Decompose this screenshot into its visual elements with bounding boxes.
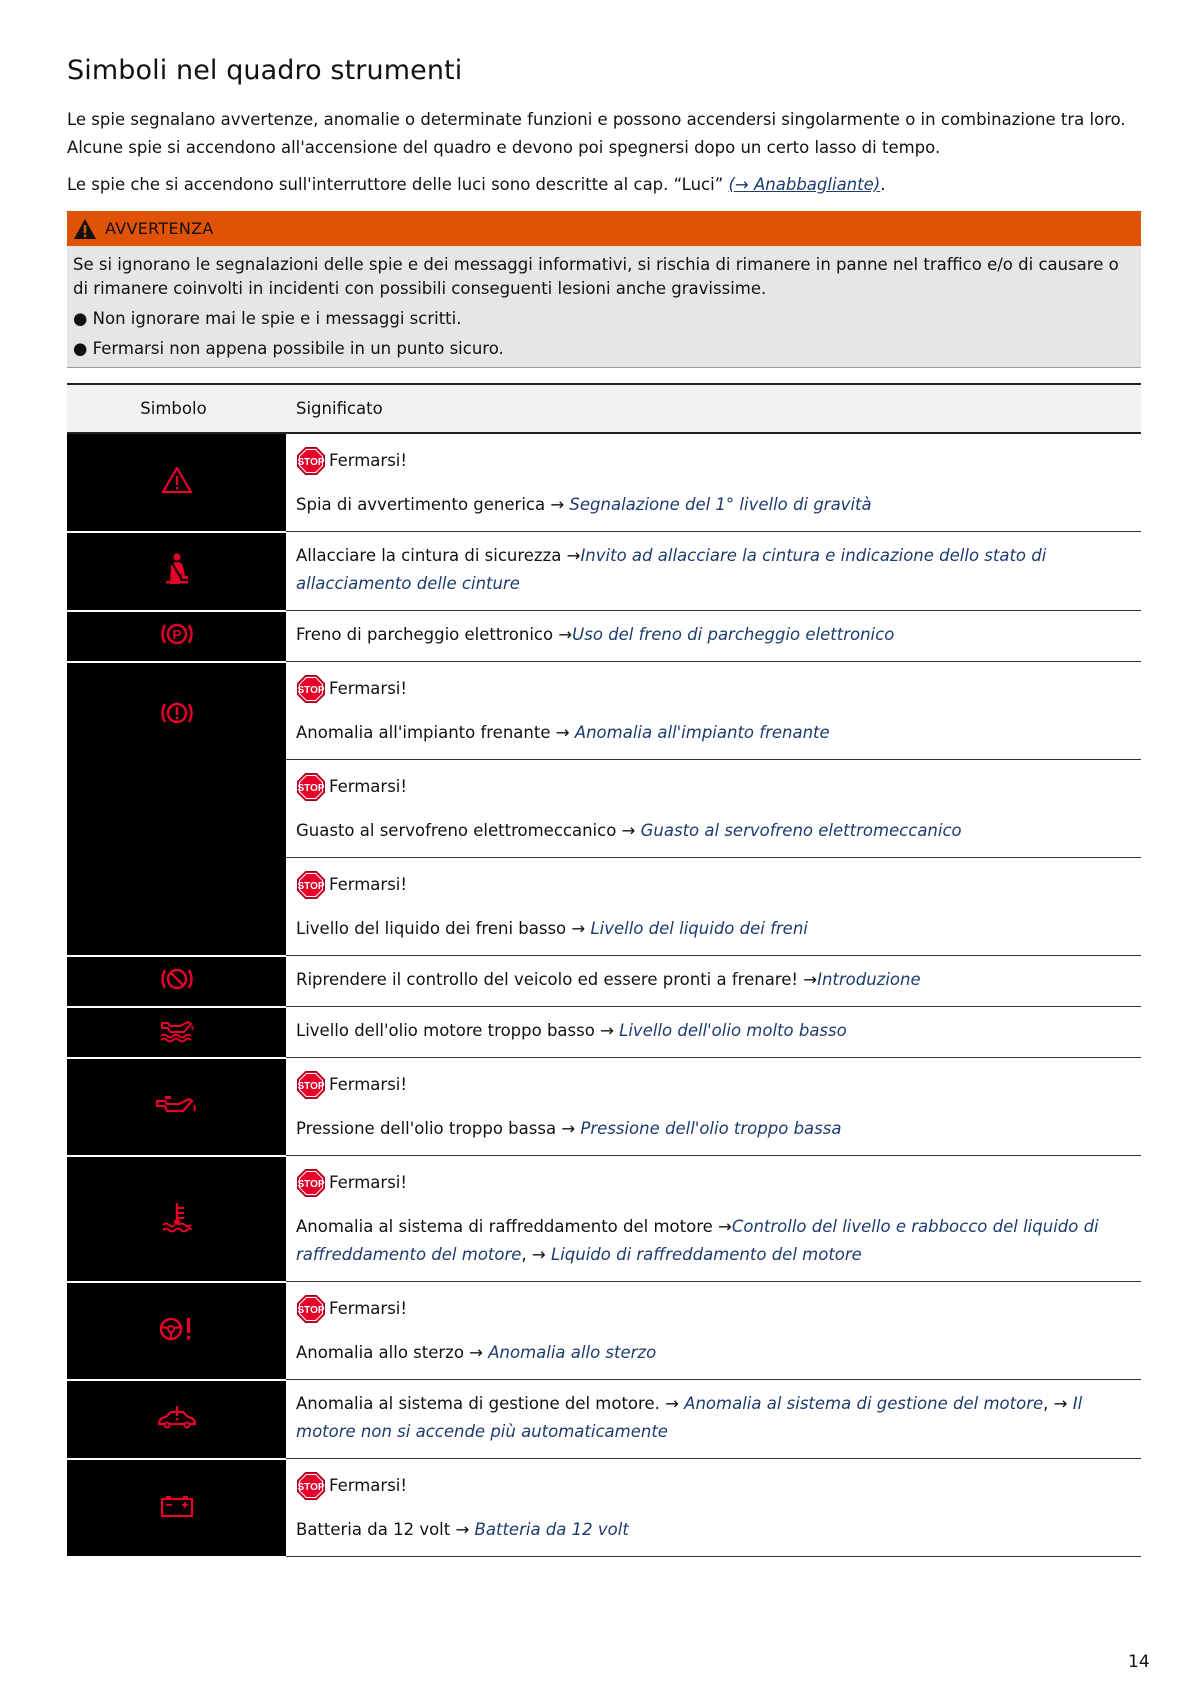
arrow-icon: → (718, 1217, 732, 1236)
seatbelt-icon (164, 552, 190, 586)
table-row (67, 532, 1141, 611)
arrow-icon: → (600, 1021, 614, 1040)
meaning-cell (286, 1058, 1141, 1156)
meaning-text: Riprendere il controllo del veicolo ed essere pronti a frenare! (296, 970, 804, 989)
separator: , (1043, 1394, 1054, 1413)
table-row (67, 1282, 1141, 1380)
meaning-text: Batteria da 12 volt (296, 1520, 456, 1539)
meaning-link[interactable]: Invito ad allacciare la cintura e indicazione dello stato di allacciamento delle cinture (296, 546, 1047, 593)
battery-icon (159, 1493, 195, 1519)
svg-text:STOP: STOP (297, 1080, 325, 1092)
meaning-cell (286, 611, 1141, 662)
meaning-text: Guasto al servofreno elettromeccanico (296, 821, 622, 840)
meaning-text: Anomalia al sistema di gestione del motore. (296, 1394, 666, 1413)
arrow-icon: → (550, 495, 565, 514)
warning-bullet-1: ● Non ignorare mai le spie e i messaggi scritti. (73, 309, 462, 328)
arrow-icon: → (531, 1245, 546, 1264)
arrow-icon: → (621, 821, 636, 840)
svg-text:STOP: STOP (297, 1304, 325, 1316)
arrow-icon: → (455, 1520, 470, 1539)
symbol-cell (67, 1282, 286, 1380)
meaning-link-2[interactable]: Il motore non si accende più automaticamente (296, 1394, 1083, 1441)
stop-icon (296, 446, 326, 476)
meaning-text: Livello del liquido dei freni basso (296, 919, 572, 938)
symbol-cell (67, 1058, 286, 1156)
table-row (67, 611, 1141, 662)
warning-title: AVVERTENZA (105, 219, 214, 238)
arrow-icon: → (555, 723, 570, 742)
meaning-cell (286, 858, 1141, 956)
symbol-cell (67, 1459, 286, 1557)
stop-line (296, 672, 1131, 705)
meaning-cell (286, 760, 1141, 858)
stop-line (296, 868, 1131, 901)
stop-line (296, 1166, 1131, 1199)
arrow-icon: → (558, 625, 573, 644)
stop-icon (296, 1070, 326, 1100)
intro-paragraph-1: Le spie segnalano avvertenze, anomalie o determinate funzioni e possono accendersi singolarmente o in combinazione tra loro. Alcune spie si accendono all'accensione del quadro e devono poi spegnersi dopo un certo lasso di tempo. (67, 110, 1126, 157)
meaning-cell (286, 1282, 1141, 1380)
stop-label: Fermarsi! (329, 450, 407, 470)
meaning-link[interactable]: Livello dell'olio molto basso (613, 1021, 847, 1040)
symbol-cell (67, 433, 286, 532)
meaning-text: Anomalia all'impianto frenante (296, 723, 556, 742)
symbol-cell (67, 1007, 286, 1058)
table-row (67, 1007, 1141, 1058)
svg-text:STOP: STOP (297, 1481, 325, 1493)
stop-line (296, 444, 1131, 477)
table-row (67, 1380, 1141, 1459)
symbols-table (67, 383, 1141, 1558)
symbol-cell (67, 956, 286, 1007)
meaning-link[interactable]: Anomalia all'impianto frenante (569, 723, 830, 742)
symbol-cell (67, 1380, 286, 1459)
meaning-cell (286, 433, 1141, 532)
svg-text:STOP: STOP (297, 456, 325, 468)
take-control-icon (159, 965, 195, 993)
stop-label: Fermarsi! (329, 1475, 407, 1495)
meaning-cell (286, 1380, 1141, 1459)
page-number: 14 (1128, 1652, 1150, 1672)
meaning-link[interactable]: Livello del liquido dei freni (585, 919, 808, 938)
meaning-cell (286, 1156, 1141, 1282)
arrow-icon: → (803, 970, 818, 989)
meaning-link[interactable]: Introduzione (817, 970, 921, 989)
meaning-cell (286, 956, 1141, 1007)
general-warning-icon (161, 466, 193, 494)
page-content (67, 55, 1141, 1558)
meaning-text: Spia di avvertimento generica (296, 495, 551, 514)
oil-level-icon (158, 1017, 196, 1043)
stop-icon (296, 1294, 326, 1324)
svg-text:P: P (172, 627, 181, 642)
arrow-icon: → (561, 1119, 576, 1138)
intro-paragraph-2 (67, 171, 1141, 199)
brake-system-icon (159, 699, 195, 727)
warning-triangle-icon (73, 218, 97, 240)
meaning-text: Livello dell'olio motore troppo basso (296, 1021, 601, 1040)
meaning-text: Freno di parcheggio elettronico (296, 625, 559, 644)
table-row (67, 1058, 1141, 1156)
meaning-link[interactable]: Segnalazione del 1° livello di gravità (564, 495, 872, 514)
meaning-link[interactable]: Controllo del livello e rabbocco del liquido di raffreddamento del motore (296, 1217, 1099, 1264)
stop-label: Fermarsi! (329, 776, 407, 796)
meaning-link[interactable]: Anomalia allo sterzo (483, 1343, 657, 1362)
arrow-icon: → (665, 1394, 679, 1413)
warning-text: Se si ignorano le segnalazioni delle spie e dei messaggi informativi, si rischia di rimanere in panne nel traffico e/o di causare o di rimanere coinvolti in incidenti con possibili conseguenti lesioni anche gravissime. (73, 255, 1119, 298)
arrow-icon: → (1053, 1394, 1068, 1413)
svg-text:STOP: STOP (297, 782, 325, 794)
stop-icon (296, 772, 326, 802)
meaning-text: Anomalia al sistema di raffreddamento del motore (296, 1217, 719, 1236)
arrow-icon: → (571, 919, 586, 938)
table-row (67, 662, 1141, 760)
steering-fault-icon (158, 1315, 196, 1343)
header-meaning: Significato (286, 384, 1141, 433)
arrow-icon: → (566, 546, 581, 565)
oil-pressure-icon (155, 1093, 199, 1117)
warning-box (67, 211, 1141, 368)
separator: , (521, 1245, 532, 1264)
header-symbol: Simbolo (67, 384, 286, 433)
engine-management-icon (156, 1404, 198, 1430)
stop-icon (296, 674, 326, 704)
svg-text:STOP: STOP (297, 1178, 325, 1190)
stop-icon (296, 870, 326, 900)
symbol-cell (67, 611, 286, 662)
page-title: Simboli nel quadro strumenti (67, 55, 463, 86)
warning-body (67, 246, 1141, 368)
meaning-cell (286, 1459, 1141, 1557)
meaning-link[interactable]: Uso del freno di parcheggio elettronico (572, 625, 895, 644)
meaning-text: Anomalia allo sterzo (296, 1343, 470, 1362)
intro-text: Le spie che si accendono sull'interruttore delle luci sono descritte al cap. “Luci” (67, 175, 729, 194)
meaning-link[interactable]: Batteria da 12 volt (469, 1520, 629, 1539)
stop-line (296, 1469, 1131, 1502)
meaning-cell (286, 662, 1141, 760)
meaning-link[interactable]: Guasto al servofreno elettromeccanico (635, 821, 962, 840)
stop-line (296, 1292, 1131, 1325)
table-row (67, 1156, 1141, 1282)
stop-label: Fermarsi! (329, 678, 407, 698)
table-row (67, 433, 1141, 532)
table-row (67, 1459, 1141, 1557)
symbol-cell (67, 662, 286, 956)
meaning-cell (286, 532, 1141, 611)
stop-label: Fermarsi! (329, 874, 407, 894)
stop-line (296, 770, 1131, 803)
stop-label: Fermarsi! (329, 1298, 407, 1318)
svg-text:STOP: STOP (297, 684, 325, 696)
meaning-link[interactable]: Pressione dell'olio troppo bassa (575, 1119, 842, 1138)
intro-end: . (880, 175, 886, 194)
warning-bullet-2: ● Fermarsi non appena possibile in un punto sicuro. (73, 339, 504, 358)
stop-icon (296, 1471, 326, 1501)
symbol-cell (67, 532, 286, 611)
svg-text:STOP: STOP (297, 880, 325, 892)
meaning-text: Pressione dell'olio troppo bassa (296, 1119, 562, 1138)
meaning-cell (286, 1007, 1141, 1058)
anabbagliante-link[interactable]: (→ Anabbagliante) (728, 175, 881, 194)
parking-brake-icon (159, 620, 195, 648)
arrow-icon: → (469, 1343, 483, 1362)
symbol-cell (67, 1156, 286, 1282)
stop-label: Fermarsi! (329, 1074, 407, 1094)
stop-label: Fermarsi! (329, 1172, 407, 1192)
meaning-link[interactable]: Anomalia al sistema di gestione del motore (678, 1394, 1044, 1413)
meaning-link-2[interactable]: Liquido di raffreddamento del motore (545, 1245, 862, 1264)
coolant-icon (160, 1201, 194, 1233)
stop-icon (296, 1168, 326, 1198)
warning-header (67, 211, 1141, 246)
meaning-text: Allacciare la cintura di sicurezza (296, 546, 567, 565)
table-row (67, 956, 1141, 1007)
stop-line (296, 1068, 1131, 1101)
